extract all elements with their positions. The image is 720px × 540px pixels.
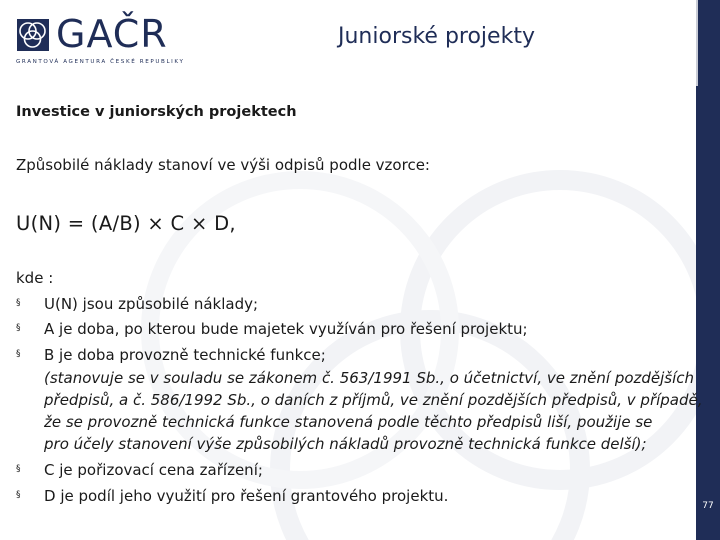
page-number: 77 (702, 501, 714, 511)
intro-text: Způsobilé náklady stanoví ve výši odpisů podle vzorce: (16, 156, 430, 174)
kde-label: kde : (16, 269, 54, 287)
bullet-icon: § (16, 349, 21, 359)
list-item: B je doba provozně technické funkce; (44, 346, 326, 364)
list-item: D je podíl jeho využití pro řešení grantového projektu. (44, 487, 449, 505)
note-line: předpisů, a č. 586/1992 Sb., o daních z příjmů, ve znění pozdějších předpisů, v případě, (44, 391, 703, 409)
gacr-logo (16, 12, 186, 68)
bullet-icon: § (16, 464, 21, 474)
list-item: U(N) jsou způsobilé náklady; (44, 295, 259, 313)
note-line: (stanovuje se v souladu se zákonem č. 563/1991 Sb., o účetnictví, ve znění pozdějších (44, 369, 695, 387)
section-heading: Investice v juniorských projektech (16, 104, 297, 120)
logo-subtitle: GRANTOVÁ AGENTURA ČESKÉ REPUBLIKY (16, 59, 185, 65)
logo-text: GAČR (56, 12, 168, 56)
note-line: pro účely stanovení výše způsobilých nákladů provozně technická funkce delší); (44, 435, 647, 453)
bullet-icon: § (16, 490, 21, 500)
formula: U(N) = (A/B) × C × D, (16, 212, 236, 235)
right-sidebar (696, 0, 720, 540)
list-item: C je pořizovací cena zařízení; (44, 461, 263, 479)
bullet-icon: § (16, 323, 21, 333)
bullet-icon: § (16, 298, 21, 308)
page-title: Juniorské projekty (338, 24, 535, 49)
header-divider (696, 0, 698, 86)
logo-mark-icon (16, 18, 50, 52)
list-item: A je doba, po kterou bude majetek využíván pro řešení projektu; (44, 320, 528, 338)
note-line: že se provozně technická funkce stanovená podle těchto předpisů liší, použije se (44, 413, 653, 431)
